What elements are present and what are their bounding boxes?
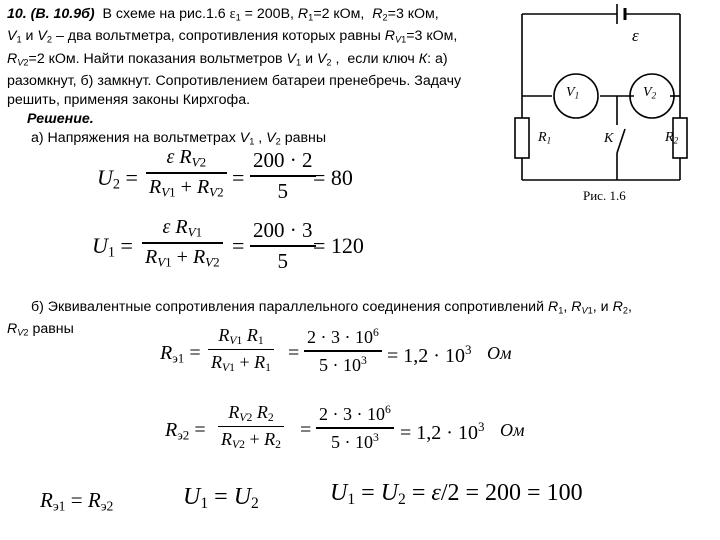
eq-final-b: $U_1 = U_2$	[183, 484, 259, 512]
eq-u1-lhs: $U_1$ =	[92, 233, 133, 261]
eq-re1-unit: Ом	[487, 343, 512, 363]
problem-line-5: решить, применяя законы Кирхгофа.	[7, 91, 251, 108]
eq-u1-frac1: ε $R_{V1}$ $R_{V1} + R_{V2}$	[142, 216, 223, 270]
part-b-line-2: $R_{V2}$ равны	[7, 321, 74, 338]
eq-u2-frac2: 200 · 2 5	[250, 148, 316, 204]
r1-label: $R_1$	[538, 130, 552, 146]
eq-re2-frac2: $2 \cdot 3 \cdot 10^6$ $5 \cdot 10^3$	[316, 403, 394, 453]
solution-heading: Решение.	[27, 110, 94, 127]
problem-text	[7, 5, 522, 151]
eq-u2-frac1: ε $R_{V2}$ $R_{V1} + R_{V2}$	[146, 146, 227, 200]
eq-u2-eq: =	[232, 165, 245, 190]
eq-u2-lhs: $U_2$ =	[97, 165, 138, 193]
eq-re2-unit: Ом	[500, 420, 525, 440]
problem-line-4: разомкнут, б) замкнут. Сопротивлением батареи пренебречь. Задачу	[7, 72, 462, 89]
problem-line-2: $V_1$ и $V_2$ – два вольтметра, сопротивления которых равны $R_{V1}=3$ кОм,	[7, 28, 458, 45]
key-label: K	[604, 131, 614, 146]
problem-line-3: $R_{V2}=2$ кОм. Найти показания вольтметров $V_1$ и $V_2$ , если ключ К: а)	[7, 50, 448, 67]
eq-u1-result: = 120	[313, 233, 364, 258]
r2-label: $R_2$	[665, 130, 679, 146]
eq-final-c: $U_1 = U_2 = \varepsilon/2 = 200 = 100$	[330, 480, 583, 508]
eq-re1-lhs: $R_{э1}$ =	[160, 342, 201, 366]
eq-re1-result: = $1,2 \cdot 10^3$	[387, 342, 472, 367]
part-b-line-1: б) Эквивалентные сопротивления параллельного соединения сопротивлений $R_1$, $R_{V1}$, и $R_2$,	[31, 299, 632, 316]
circuit-diagram	[512, 0, 720, 215]
eq-re1-frac2: $2 \cdot 3 \cdot 10^6$ $5 \cdot 10^3$	[304, 326, 382, 376]
v1-label: $V_1$	[566, 85, 580, 101]
problem-line-1: 10. (В. 10.9б) В схеме на рис.1.6 $\varepsilon_1 = 200В$, $R_1=2$ кОм, $R_2=3$ кОм,	[7, 6, 439, 23]
eq-re2-eq: =	[300, 419, 312, 441]
eq-re2-frac1: $R_{V2}$ $R_2$ $R_{V2} + R_2$	[218, 402, 284, 451]
v2-label: $V_2$	[643, 85, 657, 101]
figure-caption: Рис. 1.6	[583, 188, 626, 203]
eq-re1-frac1: $R_{V1}$ $R_1$ $R_{V1} + R_1$	[208, 325, 274, 374]
emf-label: ε	[632, 26, 639, 45]
eq-final-a: $R_{э1} = R_{э2}$	[40, 488, 114, 514]
part-a-text: а) Напряжения на вольтметрах $V_1$ , $V_2$ равны	[31, 129, 327, 147]
resistor-r1	[515, 118, 529, 158]
eq-re2-lhs: $R_{э2}$ =	[165, 419, 206, 443]
eq-re1-eq: =	[288, 342, 300, 364]
eq-re2-result: = $1,2 \cdot 10^3$	[400, 419, 485, 444]
eq-u2-result: = 80	[313, 165, 353, 190]
eq-u1-frac2: 200 · 3 5	[250, 218, 316, 274]
eq-u1-eq: =	[232, 233, 245, 258]
